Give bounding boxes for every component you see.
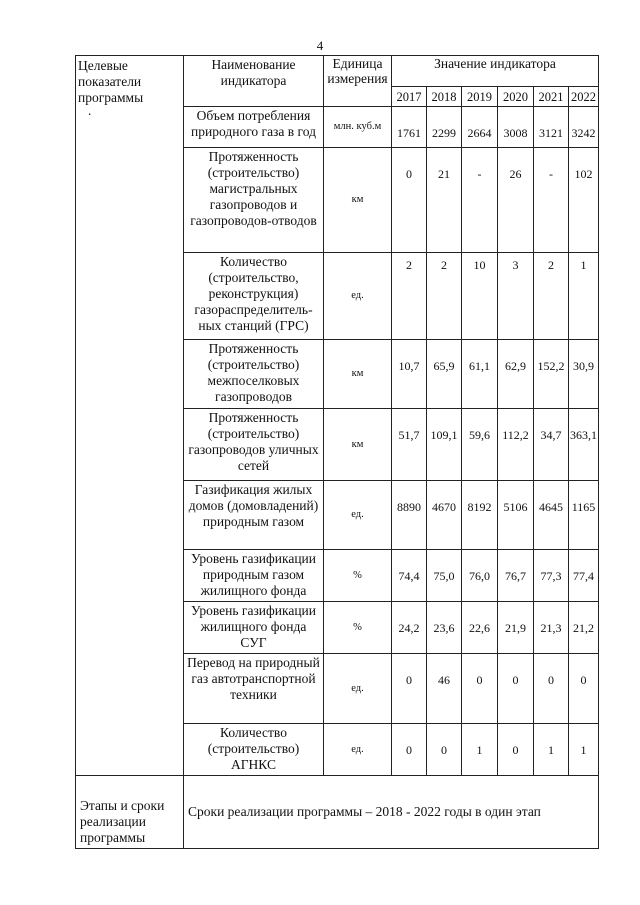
indicator-value: 0 <box>392 654 427 724</box>
indicator-value: 2664 <box>462 107 498 148</box>
indicator-value: 10 <box>462 253 498 340</box>
indicator-value: 34,7 <box>534 409 569 481</box>
indicator-value: 1 <box>569 724 599 776</box>
indicator-value: 2 <box>392 253 427 340</box>
stray-mark: . <box>88 103 92 118</box>
indicator-unit: км <box>324 340 392 409</box>
indicator-value: 30,9 <box>569 340 599 409</box>
indicator-value: 102 <box>569 148 599 253</box>
indicator-value: 3 <box>498 253 534 340</box>
year-cell: 2017 <box>392 87 427 107</box>
indicator-unit: ед. <box>324 654 392 724</box>
indicator-value: 3242 <box>569 107 599 148</box>
unit-header: Единица измерения <box>324 56 392 107</box>
value-header: Значение индикатора <box>392 56 599 87</box>
indicator-name: Уровень газификации природным газом жилищного фонда <box>184 550 324 602</box>
indicator-unit: км <box>324 148 392 253</box>
indicator-value: 0 <box>462 654 498 724</box>
indicator-value: 0 <box>498 724 534 776</box>
indicator-value: 0 <box>498 654 534 724</box>
page-number: 4 <box>316 38 324 53</box>
indicator-value: 1165 <box>569 481 599 550</box>
name-header: Наименование индикатора <box>184 56 324 107</box>
indicator-unit: % <box>324 550 392 602</box>
indicator-value: 77,3 <box>534 550 569 602</box>
indicator-value: 76,7 <box>498 550 534 602</box>
indicator-unit: % <box>324 602 392 654</box>
indicator-value: 26 <box>498 148 534 253</box>
indicator-value: 51,7 <box>392 409 427 481</box>
indicator-value: 3121 <box>534 107 569 148</box>
indicator-value: 152,2 <box>534 340 569 409</box>
indicator-value: 21 <box>427 148 462 253</box>
year-cell: 2021 <box>534 87 569 107</box>
indicator-value: 8890 <box>392 481 427 550</box>
indicator-value: 22,6 <box>462 602 498 654</box>
indicator-value: 4645 <box>534 481 569 550</box>
indicator-value: 46 <box>427 654 462 724</box>
indicator-value: 77,4 <box>569 550 599 602</box>
indicator-unit: ед. <box>324 724 392 776</box>
stages-text: Сроки реализации программы – 2018 - 2022 годы в один этап <box>184 776 599 849</box>
indicator-value: 76,0 <box>462 550 498 602</box>
targets-label: Целевые показатели программы <box>78 58 144 105</box>
indicator-value: 10,7 <box>392 340 427 409</box>
indicator-value: 75,0 <box>427 550 462 602</box>
indicator-value: 0 <box>392 724 427 776</box>
indicator-value: 4670 <box>427 481 462 550</box>
indicator-value: 0 <box>392 148 427 253</box>
indicator-value: 1 <box>569 253 599 340</box>
indicator-value: 1 <box>462 724 498 776</box>
indicator-name: Количество (строительство) АГНКС <box>184 724 324 776</box>
year-cell: 2019 <box>462 87 498 107</box>
indicator-value: 21,2 <box>569 602 599 654</box>
indicator-value: - <box>462 148 498 253</box>
indicator-value: 65,9 <box>427 340 462 409</box>
indicator-value: 0 <box>427 724 462 776</box>
year-cell: 2020 <box>498 87 534 107</box>
indicator-name: Газификация жилых домов (домовладений) природным газом <box>184 481 324 550</box>
indicator-value: 0 <box>569 654 599 724</box>
indicator-value: 5106 <box>498 481 534 550</box>
indicator-unit: млн. куб.м <box>324 107 392 148</box>
indicator-value: 2 <box>427 253 462 340</box>
indicator-name: Количество (строительство, реконструкция) газораспределитель-ных станций (ГРС) <box>184 253 324 340</box>
indicator-value: 2299 <box>427 107 462 148</box>
indicator-value: 3008 <box>498 107 534 148</box>
year-cell: 2022 <box>569 87 599 107</box>
indicator-value: 24,2 <box>392 602 427 654</box>
indicator-value: 8192 <box>462 481 498 550</box>
stages-label: Этапы и сроки реализации программы <box>76 776 184 849</box>
indicator-name: Протяженность (строительство) межпоселковых газопроводов <box>184 340 324 409</box>
indicator-name: Протяженность (строительство) газопроводов уличных сетей <box>184 409 324 481</box>
indicator-value: 61,1 <box>462 340 498 409</box>
indicator-unit: ед. <box>324 253 392 340</box>
indicator-value: 1 <box>534 724 569 776</box>
indicator-value: - <box>534 148 569 253</box>
year-cell: 2018 <box>427 87 462 107</box>
indicator-value: 59,6 <box>462 409 498 481</box>
indicator-value: 1761 <box>392 107 427 148</box>
targets-label-cell <box>76 56 184 776</box>
indicator-value: 363,1 <box>569 409 599 481</box>
indicator-value: 0 <box>534 654 569 724</box>
indicator-name: Протяженность (строительство) магистральных газопроводов и газопроводов-отводов <box>184 148 324 253</box>
indicator-unit: км <box>324 409 392 481</box>
program-passport-table <box>75 55 599 849</box>
indicator-name: Перевод на природный газ автотранспортной техники <box>184 654 324 724</box>
header-row <box>76 56 599 87</box>
indicator-value: 21,3 <box>534 602 569 654</box>
stages-row <box>76 776 599 849</box>
indicator-value: 74,4 <box>392 550 427 602</box>
indicator-value: 2 <box>534 253 569 340</box>
indicator-value: 21,9 <box>498 602 534 654</box>
indicator-value: 62,9 <box>498 340 534 409</box>
indicator-unit: ед. <box>324 481 392 550</box>
indicator-value: 23,6 <box>427 602 462 654</box>
indicator-name: Объем потребления природного газа в год <box>184 107 324 148</box>
indicator-name: Уровень газификации жилищного фонда СУГ <box>184 602 324 654</box>
indicator-value: 109,1 <box>427 409 462 481</box>
indicator-value: 112,2 <box>498 409 534 481</box>
